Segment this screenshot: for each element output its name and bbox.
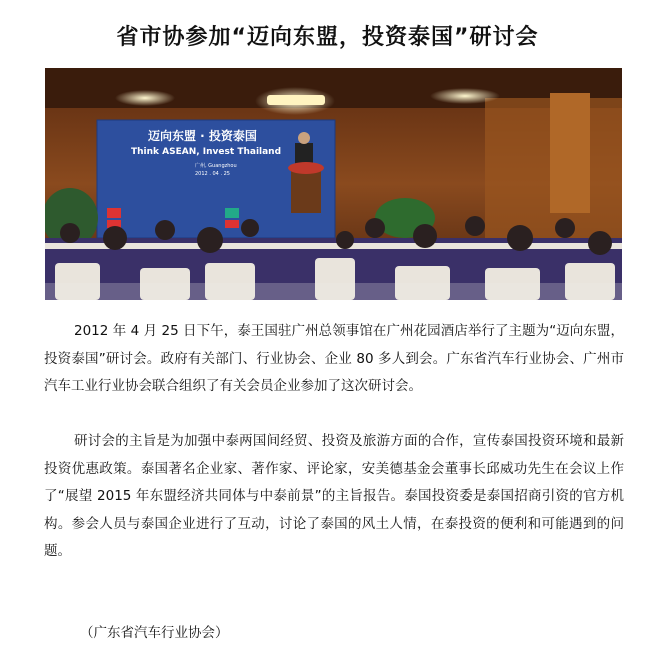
article-source: （广东省汽车行业协会） <box>80 625 229 641</box>
conference-photo <box>45 68 622 300</box>
article-paragraph-1: 2012 年 4 月 25 日下午，泰王国驻广州总领事馆在广州花园酒店举行了主题为“迈向东盟，投资泰国”研讨会。政府有关部门、行业协会、企业 80 多人到会。广东省汽车行业协会、广州市汽车工业行业协会联合组织了有关会员企业参加了这次研讨会。 <box>44 323 624 394</box>
article-title: 省市协参加“迈向东盟，投资泰国”研讨会 <box>116 25 539 50</box>
banner-title-cn: 迈向东盟 · 投资泰国 <box>148 129 257 143</box>
article-paragraph-2: 研讨会的主旨是为加强中泰两国间经贸、投资及旅游方面的合作，宣传泰国投资环境和最新投资优惠政策。泰国著名企业家、著作家、评论家，安美德基金会董事长邱威功先生在会议上作了“展望 2015 年东盟经济共同体与中泰前景”的主旨报告。泰国投资委是泰国招商引资的官方机构。参会人员与泰国企业进行了互动，讨论了泰国的风土人情，在泰投资的便利和可能遇到的问题。 <box>44 433 624 559</box>
banner-title-en: Think ASEAN, Invest Thailand <box>131 147 282 157</box>
banner-date: 2012 . 04 . 25 <box>195 171 230 177</box>
banner-city: 广州, Guangzhou <box>195 163 237 169</box>
